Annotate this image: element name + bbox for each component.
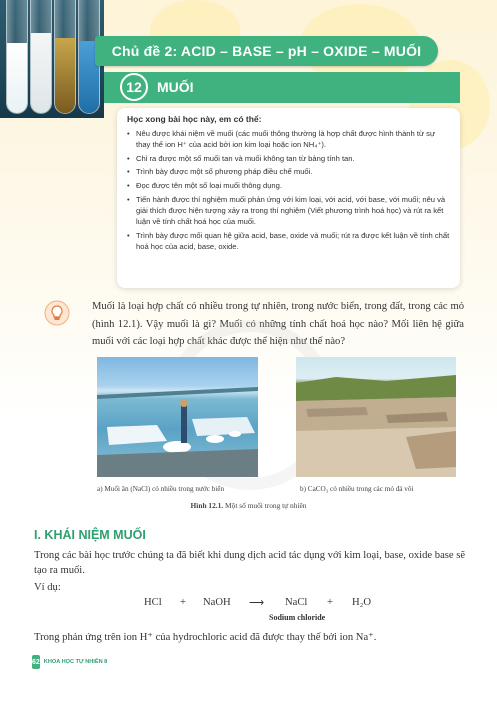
objective-item: • Trình bày được một số phương pháp điều chế muối. bbox=[127, 166, 450, 177]
lesson-title: MUỐI bbox=[157, 79, 194, 95]
book-series: KHOA HỌC TỰ NHIÊN 8 bbox=[43, 659, 108, 665]
section-paragraph: Trong các bài học trước chúng ta đã biết khi dung dịch acid tác dụng với kim loại, base, oxide base sẽ tạo ra muối. bbox=[34, 550, 466, 577]
objectives-list bbox=[127, 128, 450, 252]
objectives-box bbox=[117, 108, 460, 288]
figure-caption-a: a) Muối ăn (NaCl) có nhiều trong nước biển bbox=[97, 485, 225, 493]
chapter-banner bbox=[95, 36, 438, 66]
objective-item: • Chỉ ra được một số muối tan và muối không tan từ bảng tính tan. bbox=[127, 153, 450, 164]
limestone-quarry-photo bbox=[296, 357, 456, 477]
objective-item: • Nêu được khái niệm về muối (các muối thông thường là hợp chất được hình thành từ sự thay thế ion H⁺ của acid bởi ion kim loại hoặc ion NH₄⁺). bbox=[127, 128, 450, 150]
figure-label: Hình 12.1. bbox=[190, 501, 224, 510]
equation-product-2: H₂O bbox=[352, 597, 371, 608]
equation-reactant-1: HCl bbox=[144, 597, 162, 608]
example-label: Ví dụ: bbox=[34, 582, 61, 593]
section-heading: I. KHÁI NIỆM MUỐI bbox=[34, 528, 146, 542]
page-footer bbox=[32, 654, 108, 670]
objective-item: • Tiến hành được thí nghiệm muối phản ứng với kim loại, với acid, với base, với muối; nêu và giải thích được hiện tượng xảy ra trong thí nghiệm (Viết phương trình hoá học) và rút ra kết luận về tính chất hoá học của muối. bbox=[127, 194, 450, 228]
figure-caption bbox=[0, 501, 497, 510]
intro-paragraph: Muối là loại hợp chất có nhiều trong tự nhiên, trong nước biển, trong đất, trong các mỏ (hình 12.1). Vậy muối là gì? Muối có những tính chất hoá học nào? Mối liên hệ giữa muối với các loại hợp chất khác được thể hiện như thế nào? bbox=[92, 301, 464, 348]
page-number: 62 bbox=[32, 655, 40, 669]
salt-field-photo bbox=[97, 357, 258, 477]
objective-item: • Trình bày được mối quan hệ giữa acid, base, oxide và muối; rút ra được kết luận về tính chất hoá học của acid, base, oxide. bbox=[127, 230, 450, 252]
test-tubes-photo bbox=[0, 0, 104, 118]
section-paragraph: Trong phản ứng trên ion H⁺ của hydrochloric acid đã được thay thế bởi ion Na⁺. bbox=[34, 632, 377, 643]
equation-product-name: Sodium chloride bbox=[269, 613, 326, 622]
chapter-title: Chủ đề 2: ACID – BASE – pH – OXIDE – MUỐI bbox=[111, 43, 422, 59]
figure-caption-text: Một số muối trong tự nhiên bbox=[225, 501, 307, 510]
equation-plus: + bbox=[327, 597, 333, 608]
objectives-heading: Học xong bài học này, em có thể: bbox=[127, 114, 262, 124]
equation-plus: + bbox=[180, 597, 186, 608]
lightbulb-icon bbox=[44, 300, 70, 326]
lesson-number-badge: 12 bbox=[120, 73, 148, 101]
equation-product-1: NaCl bbox=[285, 597, 308, 608]
figure-caption-b: b) CaCO₃ có nhiều trong các mỏ đá vôi bbox=[300, 485, 414, 493]
equation-reactant-2: NaOH bbox=[203, 597, 231, 608]
objective-item: • Đọc được tên một số loại muối thông dụng. bbox=[127, 180, 450, 191]
equation-arrow: ⟶ bbox=[249, 598, 265, 609]
